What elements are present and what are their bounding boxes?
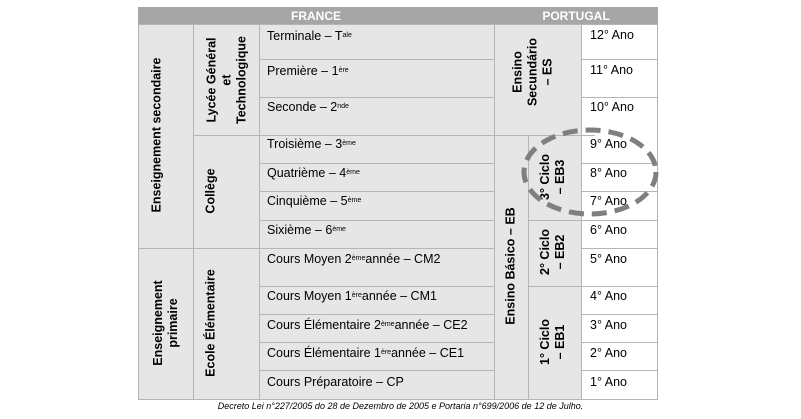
- ano-cell: 4° Ano: [590, 289, 627, 303]
- header-france: FRANCE: [138, 7, 494, 24]
- level-secundario: Ensino Secundário – ES: [510, 37, 555, 107]
- ano-cell: 9° Ano: [590, 137, 627, 151]
- grade-row: Cours Élémentaire 1 $^{ère}$ année – CE1: [267, 346, 465, 360]
- grade-row: Troisième – 3 $^{ème}$: [267, 137, 356, 151]
- highlight-ellipse-shape: [524, 130, 656, 214]
- level-secondaire: Enseignement secondaire: [149, 57, 164, 213]
- grade-row: Cours Moyen 2 $^{ème}$ année – CM2: [267, 252, 441, 266]
- cycle-eb1: 1° Ciclo – EB1: [538, 319, 567, 365]
- school-college: Collège: [203, 168, 218, 214]
- grade-row: Cours Moyen 1 $^{ère}$ année – CM1: [267, 289, 437, 303]
- header-portugal: PORTUGAL: [494, 7, 658, 24]
- ano-cell: 6° Ano: [590, 223, 627, 237]
- grade-row: Cours Préparatoire – CP: [267, 375, 404, 389]
- ano-cell: 2° Ano: [590, 346, 627, 360]
- grade-row: Seconde – 2 $^{nde}$: [267, 100, 349, 114]
- cycle-eb3: 3° Ciclo – EB3: [538, 154, 567, 200]
- grade-row: Sixième – 6 $^{ème}$: [267, 223, 346, 237]
- ano-cell: 8° Ano: [590, 166, 627, 180]
- cycle-eb2: 2° Ciclo – EB2: [538, 229, 567, 275]
- ano-cell: 12° Ano: [590, 28, 634, 42]
- ano-cell: 11° Ano: [590, 63, 633, 77]
- ano-cell: 1° Ano: [590, 375, 627, 389]
- school-ecole: Ecole Élémentaire: [203, 269, 218, 377]
- grade-row: Première – 1 $^{ère}$: [267, 64, 349, 78]
- source-caption: Decreto Lei n°227/2005 do 28 de Dezembro de 2005 e Portaria n°699/2006 de 12 de Julho.: [217, 401, 584, 411]
- grade-row: Cinquième – 5 $^{ème}$: [267, 194, 362, 208]
- ano-cell: 7° Ano: [590, 194, 627, 208]
- level-basico: Ensino Básico – EB: [503, 207, 518, 325]
- ano-cell: 10° Ano: [590, 100, 634, 114]
- ano-cell: 3° Ano: [590, 318, 627, 332]
- school-lycee: Lycée Général et Technologique: [204, 36, 249, 124]
- grade-row: Terminale – T $^{ale}$: [267, 29, 352, 43]
- grade-row: Quatrième – 4 $^{ème}$: [267, 166, 360, 180]
- level-primaire: Enseignement primaire: [151, 280, 180, 366]
- ano-cell: 5° Ano: [590, 252, 627, 266]
- grade-row: Cours Élémentaire 2 $^{ème}$ année – CE2: [267, 318, 468, 332]
